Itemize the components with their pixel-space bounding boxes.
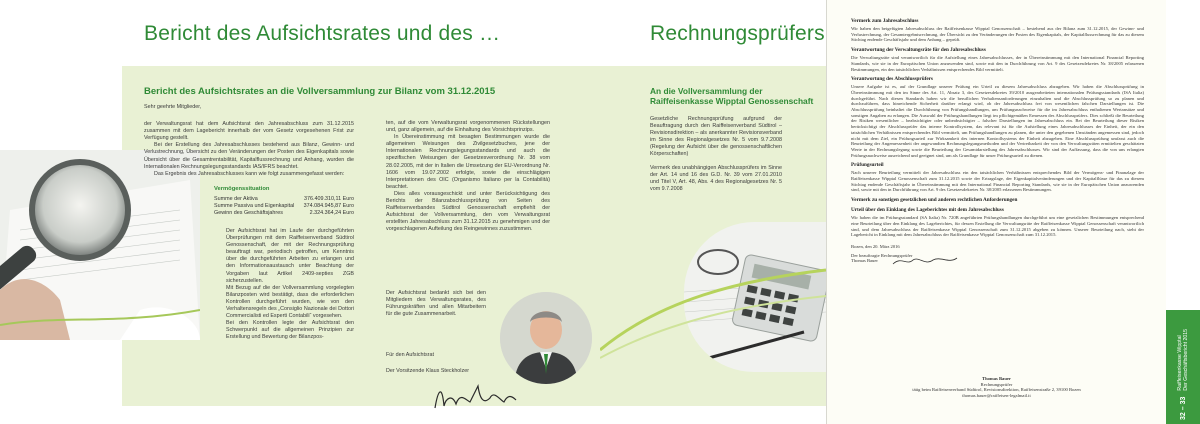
text-column-2 bbox=[386, 120, 550, 234]
asset-table bbox=[214, 196, 354, 217]
signature bbox=[430, 380, 520, 414]
text-column-1b bbox=[226, 228, 354, 342]
paragraph: Bei den Kontrollen legte der Aufsichtsrat den Schwerpunkt auf die allgemeinen Prinzipien zur Erstellung und Bewertung der Bilanzpos- bbox=[226, 320, 354, 341]
doc-heading: Urteil über den Einklang des Lageberichtes mit dem Jahresabschluss bbox=[851, 207, 1004, 214]
paragraph: ten, auf die vom Verwaltungsrat vorgenommenen Rückstellungen und, ganz allgemein, auf die Einhaltung des Vorsichtsprinzips. bbox=[386, 120, 550, 134]
side-tab-text bbox=[1166, 310, 1200, 424]
sign-intro-name: Thomas Bauer bbox=[851, 258, 878, 264]
paragraph: Das Ergebnis des Jahresabschlusses kann wie folgt zusammengefasst werden: bbox=[154, 170, 345, 177]
text-column-2b bbox=[386, 290, 486, 318]
doc-heading: Vermerk zu sonstigen gesetzlichen und anderen rechtlichen Anforderungen bbox=[851, 197, 1018, 204]
doc-paragraph: Wir haben die im Prüfungsstandard (SA Italia) Nr. 720B angeführten Prüfungshandlungen durchgeführt um eine gesetzlichen Bestimmungen entsprechend eine Beurteilung über den Einklang des Lageberichtes, für dessen Erstellung die Verwaltungsräte der Raiffeisenkasse Wipptal Genossenschaft verantwortlich sind, und dem Jahresabschluss der Raiffeisenkasse Wipptal Genossenschaft zum 31.12.2015 abgeben zu können. Unserer Beurteilung nach, steht der Lagebericht in Einklang mit dem Jahresabschluss der Raiffeisenkasse Wipptal Genossenschaft zum 31.12.2015. bbox=[851, 215, 1144, 238]
section-title-left: Bericht des Aufsichtsrates an die Vollversammlung zur Bilanz vom 31.12.2015 bbox=[144, 86, 496, 97]
closing-block bbox=[386, 352, 526, 375]
paragraph: Der Aufsichtsrat bedankt sich bei den Mitgliedern des Verwaltungsrates, des Führungskräften und allen Mitarbeitern für die gute Zusammenarbeit. bbox=[386, 290, 486, 318]
section-title-middle bbox=[650, 86, 826, 106]
asset-heading: Vermögenssituation bbox=[214, 186, 270, 192]
signer-name: Der Vorsitzende Klaus Steckholzer bbox=[386, 368, 469, 375]
side-tab-line: Raiffeisenkasse Wipptal bbox=[1176, 335, 1183, 391]
doc-heading: Verantwortung der Verwaltungsräte für den Jahresabschluss bbox=[851, 47, 986, 54]
doc-heading: Prüfungsurteil bbox=[851, 162, 884, 169]
doc-paragraph: Wir haben den beigefügten Jahresabschluss der Raiffeisenkasse Wipptal Genossenschaft – bestehend aus der Bilanz zum 31.12.2015, der Gewinn- und Verlustrechnung, der Gesamtergebnisrechnung, der Übersicht zu den Veränderungen der Posten des Eigenkapitals, der Kapitalflussrechnung für das zu diesem Stichtag endende Geschäftsjahr und dem Anhang – geprüft. bbox=[851, 26, 1144, 43]
doc-heading: Verantwortung des Abschlussprüfers bbox=[851, 76, 933, 83]
closing-line: Für den Aufsichtsrat bbox=[386, 352, 434, 358]
paragraph: In Übereinstimmung mit besagten Bestimmungen wurde die allgemeinen Weisungen des Zivilgesetzbuches, jene der Internationalen Rechnungslegungsstandards und auch die spezifischen Weisungen der Gesetzesverordnung Nr. 38 vom 28.02.2005, mit der in Italien die Umsetzung der EU-Verordnung Nr. 1606 vom 19.07.2002 erfolgte, sowie die einschlägigen Interpretationen des OIC (Organismo Italiano per la Contabilità) beachtet. bbox=[386, 134, 550, 190]
paragraph: Mit Bezug auf die der Vollversammlung vorgelegten Bilanzposten wird bestätigt, dass die erforderlichen Kontrollen durchgeführt wurden, wie von den Verhaltensregeln des „Consiglio Nazionale dei Dottori Commercialisti ed Esperti Contabili“ vorgesehen. bbox=[226, 284, 354, 320]
paragraph: Dies alles vorausgeschickt und unter Berücksichtigung des Berichts der Bilanzabschlussprüfung von Seiten des Raiffeisenverbandes Südtirol Genossenschaft empfiehlt der Aufsichtsrat der Vollversammlung, den vom Verwaltungsrat erstellten Jahresabschluss zum 31.12.2015 zu genehmigen und der vorgeschlagenen Aufteilung des Reingewinnes zuzustimmen. bbox=[386, 190, 550, 233]
footer-role: Rechnungsprüfer bbox=[980, 381, 1013, 387]
auditor-report-document bbox=[826, 0, 1166, 424]
page-numbers: 32 – 33 bbox=[1179, 396, 1187, 420]
paragraph: Bei der Erstellung des Jahresabschlusses bestehend aus Bilanz, Gewinn- und Verlustrechnung, Übersicht zu den Veränderungen der Posten des Eigenkapitals sowie Übersicht über die Gesamtrentabilität, Kapitalflussrechnung und Anhang, wurden die Internationalen Rechnungslegungsstandards IAS/IFRS beachtet. bbox=[144, 142, 354, 170]
page-headline-right: Rechnungsprüfers bbox=[650, 22, 825, 45]
footer-name: Thomas Bauer bbox=[982, 376, 1011, 381]
decorative-swoosh bbox=[600, 240, 826, 360]
footer-address: tätig beim Raiffeisenverband Südtirol, Revisionsdirektion, Raiffeisenstraße 2, 39100 Bozen bbox=[912, 387, 1081, 393]
sign-intro: Der beauftragte Rechnungsprüfer bbox=[851, 252, 913, 258]
text-column-middle bbox=[650, 116, 782, 193]
doc-paragraph: Unsere Aufgabe ist es, auf der Grundlage unserer Prüfung ein Urteil zu diesem Jahresabschluss abzugeben. Wir haben die Abschlussprüfung in Übereinstimmung mit den im Sinne des Art. 11, Absatz 3, des Gesetzesdekretes 39/2010 ausgearbeiteten internationalen Prüfungsstandards (ISA Italia) durchgeführt. Nach diesen Standards haben wir die beruflichen Verhaltensanforderungen einzuhalten und die Abschlussprüfung so zu planen und durchzuführen, dass hinreichende Sicherheit darüber erlangt wird, ob der Jahresabschluss frei von wesentlichen falschen Darstellungen ist. Die Abschlussprüfung beinhaltet die Durchführung von Prüfungshandlungen, um Prüfungsnachweise für die im Jahresabschluss enthaltenen Wertansätze und sonstigen Angaben zu erlangen. Die Auswahl der Prüfungshandlungen liegt im pflichtgemäßen Ermessen des Abschlussprüfers. Dies schließt die Beurteilung der Risiken wesentlicher – beabsichtigter oder unbeabsichtigter – falscher Darstellungen im Jahresabschluss ein. Bei der Beurteilung dieser Risiken berücksichtigt der Abschlussprüfer das interne Kontrollsystem, das relevant ist für die Aufstellung eines Jahresabschlusses der Einheit, der ein den tatsächlichen Verhältnissen entsprechendes Bild vermittelt, um Prüfungshandlungen zu planen, die unter den gegebenen Umständen angemessen sind, jedoch nicht mit dem Ziel, ein Prüfungsurteil zur Wirksamkeit des internen Kontrollsystems der Einheit abzugeben. Eine Abschlussprüfung umfasst auch die Beurteilung der Angemessenheit der angewandten Rechnungslegungsmethoden und der Vertretbarkeit der von den Verwaltungsräten ermittelten geschätzten Werte in der Rechnungslegung sowie die Beurteilung der Gesamtdarstellung des Jahresabschlusses. Wir sind der Auffassung, dass die von uns erlangten Prüfungsnachweise ausreichend und geeignet sind, um als Grundlage für unser Prüfungsurteil zu dienen. bbox=[851, 84, 1144, 158]
doc-paragraph: Nach unserer Beurteilung vermittelt der Jahresabschluss ein den tatsächlichen Verhältnissen entsprechendes Bild der Vermögens- und Finanzlage der Raiffeisenkasse Wipptal Genossenschaft zum 31.12.2015 sowie der Ertragslage, der Eigenkapitalveränderungen und der Kapitalflüsse für das zu diesem Stichtag endende Geschäftsjahr in Übereinstimmung mit den International Financial Reporting Standards, wie sie in der Europäischen Union anzuwenden sind, sowie mit den in Durchführung von Art. 9 des Gesetzesdekretes Nr. 38/2005 erlassenen Bestimmungen. bbox=[851, 170, 1144, 193]
paragraph: Gesetzliche Rechnungsprüfung aufgrund der Beauftragung durch den Raiffeisenverband Südtirol – Revisionsdirektion – als anerkannter Revisionsverband im Sinne des Regionalgesetzes Nr. 5 vom 9.7.2008 (Regelung der Aufsicht über die genossenschaftlichen Körperschaften) bbox=[650, 116, 782, 158]
doc-title: Vermerk zum Jahresabschluss bbox=[851, 18, 919, 24]
salutation: Sehr geehrte Mitglieder, bbox=[144, 104, 202, 110]
side-tab-line: Der Geschäftsbericht 2015 bbox=[1183, 328, 1189, 391]
section-title-line: An die Vollversammlung der bbox=[650, 86, 763, 96]
side-tab-labels bbox=[1177, 329, 1190, 391]
asset-row: Summe der Aktiva 376.409.310,11 Euro bbox=[214, 196, 354, 202]
asset-summary bbox=[214, 186, 354, 194]
doc-footer bbox=[827, 376, 1166, 399]
section-title-line: Raiffeisenkasse Wipptal Genossenschaft bbox=[650, 96, 814, 106]
page-headline-left: Bericht des Aufsichtsrates und des … bbox=[144, 22, 501, 45]
text-column-1 bbox=[144, 104, 354, 178]
paragraph: Vermerk des unabhängigen Abschlussprüfers im Sinne der Art. 14 und 16 des G.D. Nr. 39 vom 27.01.2010 und Titel V, Art. 48, Abs. 4 des Regionalgesetzes Nr. 5 vom 9.7.2008 bbox=[650, 164, 782, 192]
doc-paragraph: Die Verwaltungsräte sind verantwortlich für die Aufstellung eines Jahresabschlusses, der in Übereinstimmung mit den International Financial Reporting Standards, wie sie in der Europäischen Union anzuwenden sind, sowie mit den in Durchführung von Art. 9 des Gesetzesdekretes Nr. 38/2005 erlassenen Bestimmungen, ein den tatsächlichen Verhältnissen entsprechendes Bild vermittelt. bbox=[851, 55, 1144, 72]
magnifier-photo bbox=[0, 150, 200, 340]
paragraph: der Verwaltungsrat hat dem Aufsichtsrat den Jahresabschluss zum 31.12.2015 zusammen mit dem Lagebericht innerhalb der vom Gesetz vorgesehenen Frist zur Verfügung gestellt. bbox=[144, 121, 354, 142]
asset-row: Gewinn des Geschäftsjahres 2.324.364,24 Euro bbox=[214, 210, 354, 216]
place-date: Bozen, den 20. März 2016 bbox=[851, 243, 900, 249]
paragraph: Der Aufsichtsrat hat im Laufe der durchgeführten Überprüfungen mit dem Raiffeisenverband Südtirol Genossenschaft, der mit der Rechnungsprüfung beauftragt war, periodisch getroffen, um Kenntnis über die durchgeführten Arbeiten zu erlangen und den Informationsaustausch unter Beachtung der Vorgaben laut Artikel 2409-septies ZGB sicherzustellen. bbox=[226, 228, 354, 284]
side-tab bbox=[1166, 310, 1200, 424]
middle-page bbox=[600, 0, 826, 424]
asset-row: Summe Passiva und Eigenkapital 374.084.945,87 Euro bbox=[214, 203, 354, 209]
footer-email: thomas.bauer@raiffeisen-legalmail.it bbox=[962, 393, 1031, 399]
